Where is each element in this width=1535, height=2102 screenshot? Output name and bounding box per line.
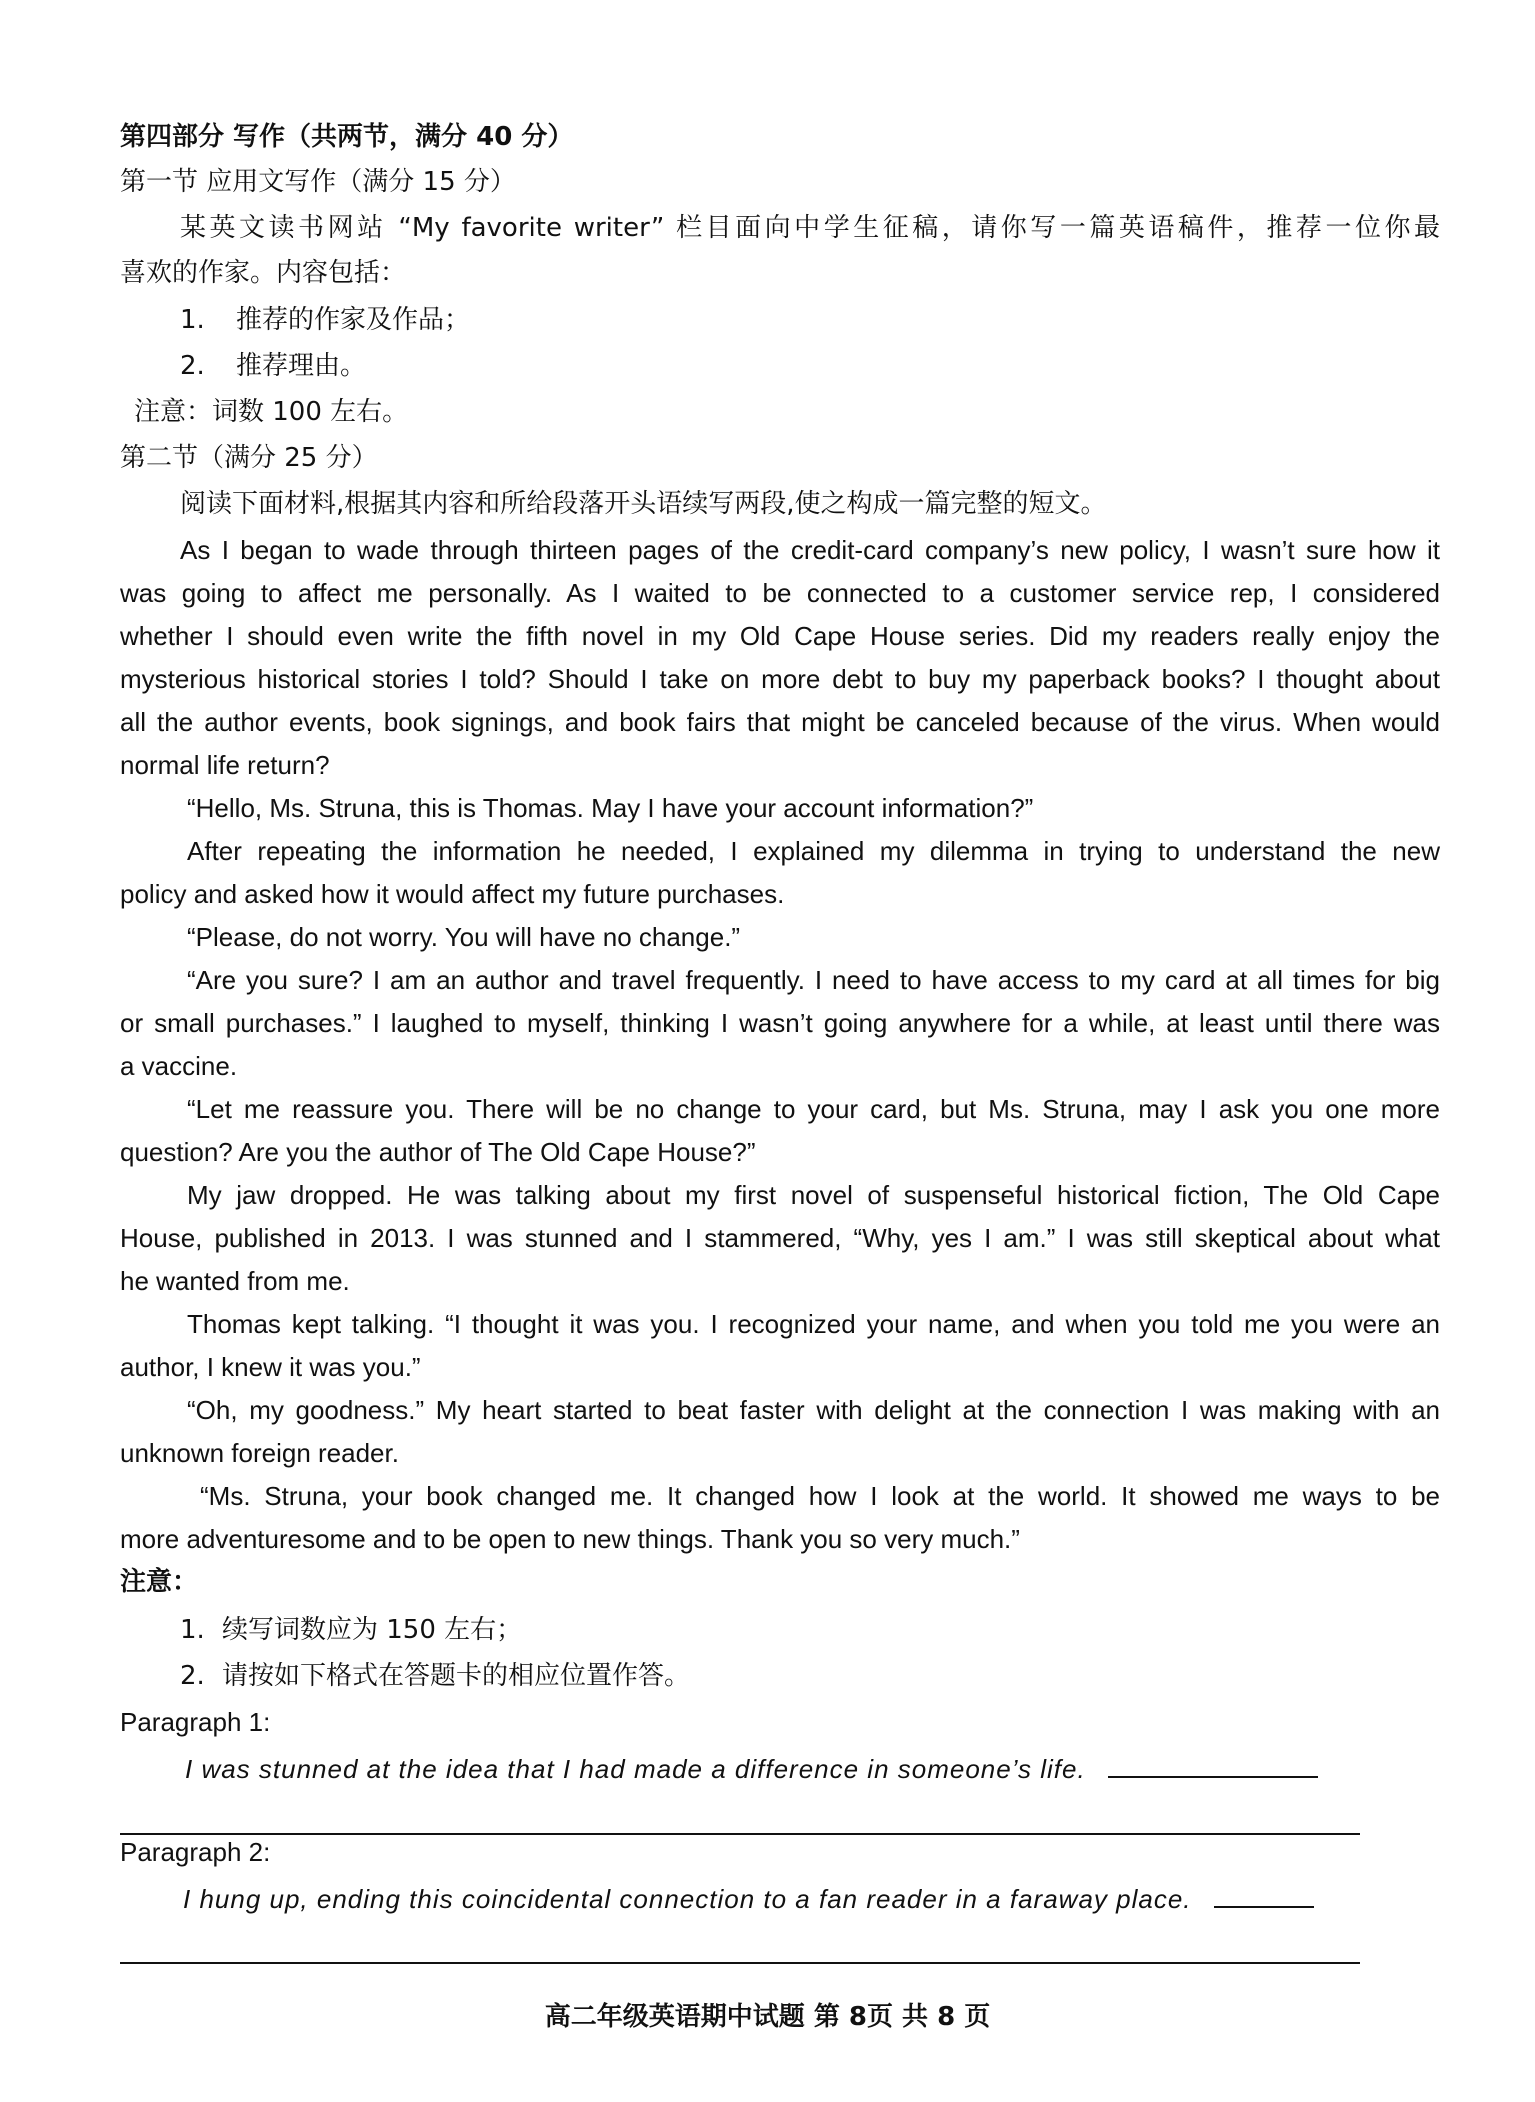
part2-note-1 [180,1613,1500,1647]
passage-line: “Let me reassure you. There will be no change to your card, but Ms. Struna, may I ask you one more [187,1094,1440,1124]
passage-line: “Hello, Ms. Struna, this is Thomas. May I have your account information?” [187,793,1034,823]
part2-note-2 [180,1659,1500,1693]
answer-blank[interactable] [1108,1750,1318,1778]
part1-item-1 [180,303,1500,337]
passage-line: House, published in 2013. I was stunned and I stammered, “Why, yes I am.” I was still skeptical about what [120,1223,1440,1253]
paragraph2-opening-line [183,1880,1363,1916]
item-number: 1. [180,305,205,335]
passage-line: or small purchases.” I laughed to myself, thinking I wasn’t going anywhere for a while, at least until there was [120,1008,1440,1038]
item-number: 2. [180,351,205,381]
passage-line: mysterious historical stories I told? Should I take on more debt to buy my paperback books? I thought about [120,664,1440,694]
section-header: 第四部分 写作（共两节，满分 40 分） [120,122,574,152]
paragraph2-label: Paragraph 2: [120,1837,271,1867]
part1-heading: 第一节 应用文写作（满分 15 分） [120,167,516,197]
passage-line: As I began to wade through thirteen pages of the credit-card company’s new policy, I wasn’t sure how it [180,535,1440,565]
passage-line: unknown foreign reader. [120,1438,399,1468]
passage-line: was going to affect me personally. As I waited to be connected to a customer service rep, I considered [120,578,1440,608]
answer-line[interactable] [120,1962,1360,1964]
paragraph1-opening: I was stunned at the idea that I had made a difference in someone’s life. [185,1754,1086,1784]
paragraph2-opening: I hung up, ending this coincidental connection to a fan reader in a faraway place. [183,1884,1192,1914]
note-number: 2. [180,1661,205,1691]
passage-line: a vaccine. [120,1051,238,1081]
paragraph1-opening-line [185,1750,1365,1786]
passage-line: normal life return? [120,750,330,780]
passage-line: “Please, do not worry. You will have no change.” [187,922,741,952]
passage-line: more adventuresome and to be open to new things. Thank you so very much.” [120,1524,1020,1554]
passage-line: whether I should even write the fifth novel in my Old Cape House series. Did my readers really enjoy the [120,621,1440,651]
note-text: 续写词数应为 150 左右； [222,1615,523,1645]
passage-line: all the author events, book signings, and book fairs that might be canceled because of the virus. When would [120,707,1440,737]
part2-heading: 第二节（满分 25 分） [120,443,378,473]
item-text: 推荐的作家及作品； [236,305,471,335]
part1-item-2 [180,349,1500,383]
part1-note: 注意：词数 100 左右。 [134,397,409,427]
item-text: 推荐理由。 [236,351,367,381]
passage-line: “Ms. Struna, your book changed me. It changed how I look at the world. It showed me ways to be [200,1481,1440,1511]
passage-line: he wanted from me. [120,1266,350,1296]
passage-line: Thomas kept talking. “I thought it was you. I recognized your name, and when you told me you were an [187,1309,1440,1339]
part1-prompt-line2: 喜欢的作家。内容包括： [120,258,407,288]
passage-line: question? Are you the author of The Old Cape House?” [120,1137,756,1167]
answer-blank[interactable] [1214,1880,1314,1908]
passage-line: After repeating the information he needed, I explained my dilemma in trying to understand the new [187,836,1440,866]
passage-line: “Oh, my goodness.” My heart started to beat faster with delight at the connection I was making with an [187,1395,1440,1425]
passage-line: “Are you sure? I am an author and travel frequently. I need to have access to my card at all times for big [187,965,1440,995]
note-text: 请按如下格式在答题卡的相应位置作答。 [222,1661,691,1691]
passage-line: policy and asked how it would affect my future purchases. [120,879,785,909]
paragraph1-label: Paragraph 1: [120,1707,271,1737]
page-footer: 高二年级英语期中试题 第 8页 共 8 页 [544,2002,991,2032]
part2-instruction: 阅读下面材料,根据其内容和所给段落开头语续写两段,使之构成一篇完整的短文。 [180,489,1107,519]
part2-note-label: 注意： [120,1567,199,1597]
note-number: 1. [180,1615,205,1645]
part1-prompt-line1: 某英文读书网站 “My favorite writer” 栏目面向中学生征稿，请你写一篇英语稿件，推荐一位你最 [180,213,1440,243]
passage-line: author, I knew it was you.” [120,1352,421,1382]
passage-line: My jaw dropped. He was talking about my first novel of suspenseful historical fiction, The Old Cape [187,1180,1440,1210]
